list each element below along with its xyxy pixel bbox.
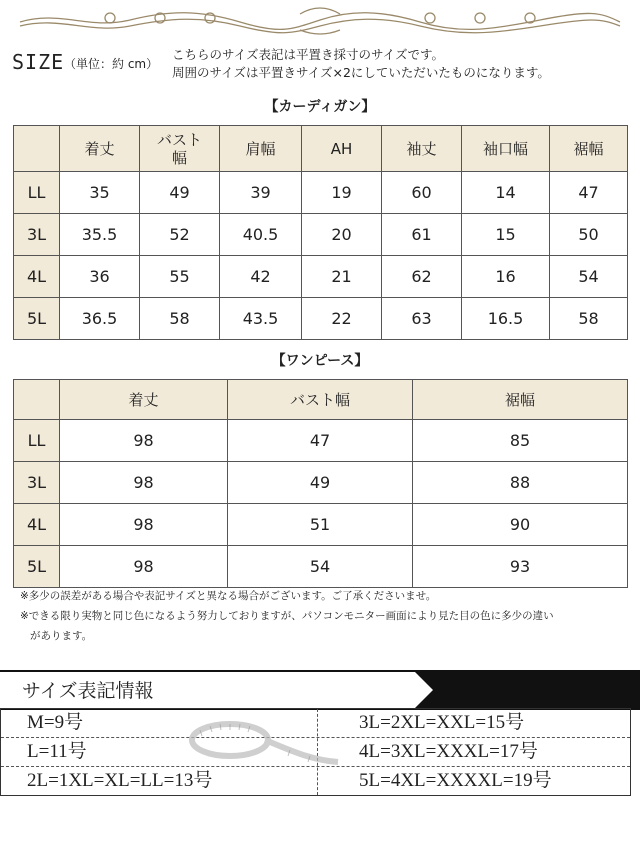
cardigan-table [13, 125, 628, 340]
size-info-right-1: 3L=2XL=XXL=15号 [359, 712, 525, 733]
table-row [14, 172, 628, 214]
size-info-left-3: 2L=1XL=XL=LL=13号 [27, 770, 213, 791]
table-cell: 36.5 [60, 298, 140, 340]
table-cell: 20 [302, 214, 382, 256]
table-cell: 16.5 [462, 298, 550, 340]
table-cell: 60 [382, 172, 462, 214]
onepiece-title: 【ワンピース】 [271, 353, 369, 369]
table-cell: 54 [228, 546, 413, 588]
row-size-label: LL [14, 172, 60, 214]
table-cell: 98 [60, 462, 228, 504]
column-header: 着丈 [60, 126, 140, 172]
table-row [14, 504, 628, 546]
table-cell: 93 [413, 546, 628, 588]
table-cell: 39 [220, 172, 302, 214]
onepiece-header-row [14, 380, 628, 420]
table-cell: 36 [60, 256, 140, 298]
row-size-label: 3L [14, 462, 60, 504]
table-cell: 47 [550, 172, 628, 214]
row-size-label: 5L [14, 546, 60, 588]
row-size-label: 5L [14, 298, 60, 340]
measuring-tape-icon [170, 710, 340, 770]
table-cell: 85 [413, 420, 628, 462]
size-title: SIZE [12, 50, 65, 74]
table-cell: 98 [60, 546, 228, 588]
table-cell: 63 [382, 298, 462, 340]
table-cell: 40.5 [220, 214, 302, 256]
column-header: 裾幅 [413, 380, 628, 420]
row-size-label: 3L [14, 214, 60, 256]
note-line1: ※多少の誤差がある場合や表記サイズと異なる場合がございます。ご了承くださいませ。 [20, 590, 437, 602]
table-cell: 62 [382, 256, 462, 298]
table-cell: 52 [140, 214, 220, 256]
cardigan-title: 【カーディガン】 [264, 99, 376, 115]
row-size-label: LL [14, 420, 60, 462]
note-line3: があります。 [30, 630, 93, 642]
table-cell: 42 [220, 256, 302, 298]
table-cell: 90 [413, 504, 628, 546]
ornament-border [0, 0, 640, 38]
size-note-line2: 周囲のサイズは平置きサイズ×2にしていただいたものになります。 [172, 65, 550, 80]
column-header: 肩幅 [220, 126, 302, 172]
notes [20, 586, 630, 646]
size-info-title: サイズ表記情報 [22, 680, 154, 702]
table-cell: 43.5 [220, 298, 302, 340]
column-header: バスト幅 [228, 380, 413, 420]
table-cell: 16 [462, 256, 550, 298]
table-row [14, 298, 628, 340]
table-cell: 49 [228, 462, 413, 504]
row-size-label: 4L [14, 504, 60, 546]
column-header: 着丈 [60, 380, 228, 420]
onepiece-table [13, 379, 628, 588]
size-note-line1: こちらのサイズ表記は平置き採寸のサイズです。 [172, 47, 445, 62]
table-cell: 19 [302, 172, 382, 214]
table-cell: 47 [228, 420, 413, 462]
size-info-left-1: M=9号 [27, 712, 84, 733]
size-header [12, 46, 632, 86]
column-header: AH [302, 126, 382, 172]
table-cell: 50 [550, 214, 628, 256]
table-row [14, 546, 628, 588]
table-corner [14, 126, 60, 172]
table-cell: 88 [413, 462, 628, 504]
table-cell: 51 [228, 504, 413, 546]
table-row [14, 462, 628, 504]
table-cell: 98 [60, 504, 228, 546]
table-cell: 61 [382, 214, 462, 256]
row-size-label: 4L [14, 256, 60, 298]
table-cell: 35 [60, 172, 140, 214]
column-header: 袖丈 [382, 126, 462, 172]
size-info-left-2: L=11号 [27, 741, 87, 762]
column-header: バスト幅 [140, 126, 220, 172]
table-row [14, 420, 628, 462]
size-info-right-2: 4L=3XL=XXXL=17号 [359, 741, 538, 762]
column-header: 袖口幅 [462, 126, 550, 172]
table-row [14, 214, 628, 256]
column-header: 裾幅 [550, 126, 628, 172]
cardigan-header-row [14, 126, 628, 172]
table-cell: 35.5 [60, 214, 140, 256]
table-cell: 58 [550, 298, 628, 340]
table-cell: 22 [302, 298, 382, 340]
note-line2: ※できる限り実物と同じ色になるよう努力しておりますが、パソコンモニター画面により見た目の色に多少の違い [20, 610, 554, 622]
table-cell: 15 [462, 214, 550, 256]
table-cell: 21 [302, 256, 382, 298]
table-cell: 49 [140, 172, 220, 214]
table-cell: 14 [462, 172, 550, 214]
size-note [172, 46, 550, 82]
table-corner [14, 380, 60, 420]
unit-label: （単位：約 cm） [64, 57, 159, 71]
table-cell: 55 [140, 256, 220, 298]
table-cell: 58 [140, 298, 220, 340]
table-cell: 54 [550, 256, 628, 298]
size-info-right-3: 5L=4XL=XXXXL=19号 [359, 770, 552, 791]
table-cell: 98 [60, 420, 228, 462]
table-row [14, 256, 628, 298]
